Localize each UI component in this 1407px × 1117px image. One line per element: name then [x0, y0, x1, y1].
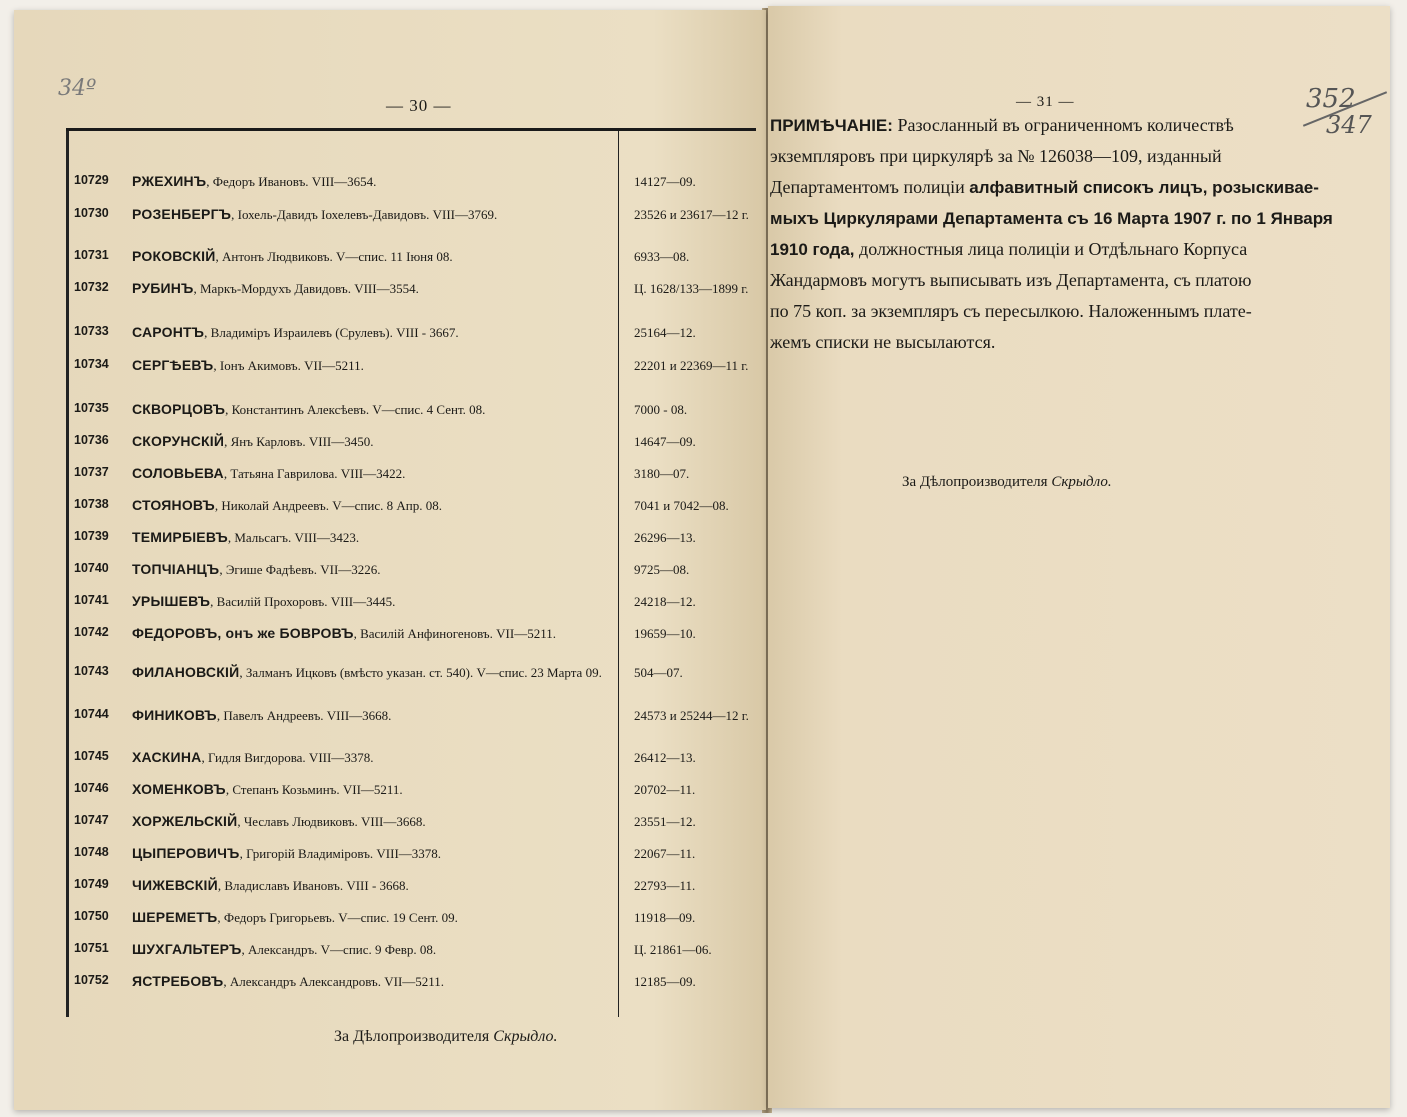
entry-description	[132, 206, 612, 223]
note-line	[770, 234, 1350, 265]
entry-circular-reference: 7041 и 7042—08.	[634, 498, 729, 513]
note-bold-text: алфавитный списокъ лицъ, розыскивае-	[969, 178, 1319, 197]
entry-number: 10729	[74, 173, 109, 187]
entry-details: , Татьяна Гаврилова. VIII—3422.	[223, 466, 406, 481]
entry-description	[132, 497, 612, 514]
note-text: экземпляровъ при циркулярѣ за № 126038—109, изданный	[770, 146, 1222, 166]
entry-surname: РЖЕХИНЪ	[132, 173, 207, 189]
entry-description	[132, 465, 612, 482]
entry-circular-reference: 7000 - 08.	[634, 402, 688, 417]
fugitives-table	[66, 128, 756, 1017]
entry-number: 10749	[74, 877, 109, 891]
note-line	[770, 203, 1350, 234]
entry-number: 10750	[74, 909, 109, 923]
entry-surname: ХОРЖЕЛЬСКІЙ	[132, 813, 238, 829]
entry-surname: СЕРГѢЕВЪ	[132, 357, 214, 373]
entry-details: , Григорій Владиміровъ. VIII—3378.	[239, 846, 442, 861]
entry-circular-reference: 23526 и 23617—12 г.	[634, 207, 749, 222]
entry-number: 10735	[74, 401, 109, 415]
entry-circular-reference: 14127—09.	[634, 174, 696, 189]
entry-details: , Маркъ-Мордухъ Давидовъ. VIII—3554.	[193, 281, 419, 296]
entry-description	[132, 433, 612, 450]
entry-surname: СТОЯНОВЪ	[132, 497, 215, 513]
entry-description	[132, 877, 612, 894]
note-text: должностныя лица полиціи и Отдѣльнаго Корпуса	[854, 239, 1248, 259]
entry-number: 10751	[74, 941, 109, 955]
note-line	[770, 265, 1350, 296]
entry-details: , Іонъ Акимовъ. VII—5211.	[213, 358, 364, 373]
entry-surname: ФИНИКОВЪ	[132, 707, 217, 723]
entry-details: , Владиміръ Израилевъ (Срулевъ). VIII - 3667.	[204, 325, 459, 340]
table-border-left	[66, 131, 69, 1017]
entry-circular-reference: 12185—09.	[634, 974, 696, 989]
entry-circular-reference: 19659—10.	[634, 626, 696, 641]
entry-circular-reference: 9725—08.	[634, 562, 690, 577]
entry-number: 10747	[74, 813, 109, 827]
note-text: Разосланный въ ограниченномъ количествѣ	[892, 115, 1234, 135]
entry-number: 10741	[74, 593, 109, 607]
note-text: по 75 коп. за экземпляръ съ пересылкою. Наложеннымъ плате-	[770, 301, 1252, 321]
entry-number: 10743	[74, 664, 109, 678]
left-page	[14, 10, 766, 1110]
entry-circular-reference: 3180—07.	[634, 466, 690, 481]
entry-number: 10737	[74, 465, 109, 479]
entry-circular-reference: 20702—11.	[634, 782, 696, 797]
signature-left	[334, 1028, 558, 1046]
entry-number: 10752	[74, 973, 109, 987]
entry-description	[132, 324, 612, 341]
entry-number: 10736	[74, 433, 109, 447]
signature-prefix: За Дѣлопроизводителя	[334, 1028, 490, 1045]
entry-description	[132, 625, 612, 642]
entry-description	[132, 561, 612, 578]
pencil-annotation-left: 34º	[58, 76, 97, 101]
entry-number: 10738	[74, 497, 109, 511]
signature-prefix: За Дѣлопроизводителя	[902, 474, 1048, 490]
entry-circular-reference: 11918—09.	[634, 910, 696, 925]
entry-number: 10742	[74, 625, 109, 639]
entry-circular-reference: 22201 и 22369—11 г.	[634, 358, 749, 373]
entry-details: , Федоръ Ивановъ. VIII—3654.	[206, 174, 377, 189]
page-number-left: — 30 —	[386, 96, 452, 115]
entry-details: , Мальсагъ. VIII—3423.	[227, 530, 360, 545]
entry-circular-reference: 22793—11.	[634, 878, 696, 893]
entry-number: 10746	[74, 781, 109, 795]
entry-details: , Василій Анфиногеновъ. VII—5211.	[353, 626, 556, 641]
entry-number: 10734	[74, 357, 109, 371]
entry-number: 10739	[74, 529, 109, 543]
entry-details: , Павелъ Андреевъ. VIII—3668.	[216, 708, 392, 723]
entry-number: 10731	[74, 248, 109, 262]
entry-circular-reference: Ц. 21861—06.	[634, 942, 712, 957]
entry-number: 10732	[74, 280, 109, 294]
entry-surname: ФИЛАНОВСКІЙ	[132, 664, 240, 680]
table-column-divider	[618, 131, 619, 1017]
entry-circular-reference: 24218—12.	[634, 594, 696, 609]
entry-details: , Чеславъ Людвиковъ. VIII—3668.	[237, 814, 426, 829]
note-line	[770, 327, 1350, 358]
entry-details: , Эгише Фадѣевъ. VII—3226.	[219, 562, 381, 577]
note-bold-text: мыхъ Циркулярами Департамента съ 16 Марта 1907 г. по 1 Января	[770, 209, 1333, 228]
entry-description	[132, 248, 612, 265]
note-paragraph	[770, 110, 1350, 358]
page-number-right: — 31 —	[1016, 94, 1075, 110]
entry-details: , Залманъ Ицковъ (вмѣсто указан. ст. 540). V—спис. 23 Марта 09.	[239, 665, 602, 680]
entry-details: , Николай Андреевъ. V—спис. 8 Апр. 08.	[214, 498, 442, 513]
entry-surname: САРОНТЪ	[132, 324, 205, 340]
entry-description	[132, 357, 612, 374]
entry-number: 10740	[74, 561, 109, 575]
entry-surname: СОЛОВЬЕВА	[132, 465, 224, 481]
entry-number: 10733	[74, 324, 109, 338]
entry-description	[132, 664, 612, 681]
note-text: жемъ списки не высылаются.	[770, 332, 996, 352]
note-text: Департаментомъ полиціи	[770, 177, 970, 197]
entry-circular-reference: 25164—12.	[634, 325, 696, 340]
entry-details: , Александръ. V—спис. 9 Февр. 08.	[241, 942, 437, 957]
entry-surname: СКВОРЦОВЪ	[132, 401, 226, 417]
note-line	[770, 141, 1350, 172]
entry-details: , Антонъ Людвиковъ. V—спис. 11 Іюня 08.	[215, 249, 453, 264]
pencil-number-bottom: 347	[1326, 111, 1372, 139]
note-heading: ПРИМѢЧАНІЕ:	[770, 116, 893, 135]
entry-details: , Степанъ Козьминъ. VII—5211.	[225, 782, 403, 797]
entry-surname: ХАСКИНА	[132, 749, 202, 765]
entry-details: , Іохель-Давидъ Іохелевъ-Давидовъ. VIII—3769.	[231, 207, 498, 222]
entry-number: 10748	[74, 845, 109, 859]
entry-circular-reference: 22067—11.	[634, 846, 696, 861]
entry-circular-reference: 26412—13.	[634, 750, 696, 765]
entry-surname: ЯСТРЕБОВЪ	[132, 973, 224, 989]
note-bold-text: 1910 года,	[770, 240, 855, 259]
signature-name: Скрыдло.	[1051, 474, 1112, 490]
entry-surname: ШУХГАЛЬТЕРЪ	[132, 941, 242, 957]
entry-circular-reference: 6933—08.	[634, 249, 690, 264]
entry-description	[132, 749, 612, 766]
entry-surname: ЦЫПЕРОВИЧЪ	[132, 845, 240, 861]
pencil-number-top: 352	[1306, 84, 1356, 114]
right-page	[768, 6, 1390, 1108]
entry-surname: ФЕДОРОВЪ, онъ же БОВРОВЪ	[132, 625, 354, 641]
entry-surname: ШЕРЕМЕТЪ	[132, 909, 218, 925]
entry-description	[132, 813, 612, 830]
entry-surname: СКОРУНСКІЙ	[132, 433, 225, 449]
entry-surname: ХОМЕНКОВЪ	[132, 781, 226, 797]
entry-surname: РОКОВСКІЙ	[132, 248, 216, 264]
note-line	[770, 110, 1350, 141]
entry-details: , Константинъ Алексѣевъ. V—спис. 4 Сент. 08.	[225, 402, 486, 417]
entry-description	[132, 280, 612, 297]
entry-circular-reference: 504—07.	[634, 665, 683, 680]
entry-details: , Гидля Вигдорова. VIII—3378.	[201, 750, 374, 765]
entry-description	[132, 707, 612, 724]
entry-circular-reference: Ц. 1628/133—1899 г.	[634, 281, 749, 296]
entry-surname: ТЕМИРБІЕВЪ	[132, 529, 228, 545]
entry-description	[132, 781, 612, 798]
entry-surname: ЧИЖЕВСКІЙ	[132, 877, 218, 893]
entry-number: 10730	[74, 206, 109, 220]
entry-description	[132, 909, 612, 926]
entry-details: , Янъ Карловъ. VIII—3450.	[224, 434, 374, 449]
entry-circular-reference: 14647—09.	[634, 434, 696, 449]
entry-circular-reference: 24573 и 25244—12 г.	[634, 708, 749, 723]
entry-description	[132, 973, 612, 990]
entry-surname: УРЫШЕВЪ	[132, 593, 211, 609]
note-text: Жандармовъ могутъ выписывать изъ Департамента, съ платою	[770, 270, 1252, 290]
entry-details: , Владиславъ Ивановъ. VIII - 3668.	[217, 878, 409, 893]
signature-right	[902, 474, 1112, 491]
note-line	[770, 296, 1350, 327]
entry-surname: РОЗЕНБЕРГЪ	[132, 206, 232, 222]
entry-surname: РУБИНЪ	[132, 280, 194, 296]
entry-details: , Александръ Александровъ. VII—5211.	[223, 974, 445, 989]
entry-description	[132, 845, 612, 862]
note-line	[770, 172, 1350, 203]
signature-name: Скрыдло.	[493, 1028, 558, 1045]
entry-details: , Федоръ Григорьевъ. V—спис. 19 Сент. 09.	[217, 910, 458, 925]
entry-circular-reference: 23551—12.	[634, 814, 696, 829]
entry-number: 10744	[74, 707, 109, 721]
entry-description	[132, 941, 612, 958]
entry-description	[132, 529, 612, 546]
entry-surname: ТОПЧІАНЦЪ	[132, 561, 220, 577]
entry-description	[132, 401, 612, 418]
entry-details: , Василій Прохоровъ. VIII—3445.	[210, 594, 396, 609]
entry-number: 10745	[74, 749, 109, 763]
entry-description	[132, 173, 612, 190]
entry-description	[132, 593, 612, 610]
entry-circular-reference: 26296—13.	[634, 530, 696, 545]
